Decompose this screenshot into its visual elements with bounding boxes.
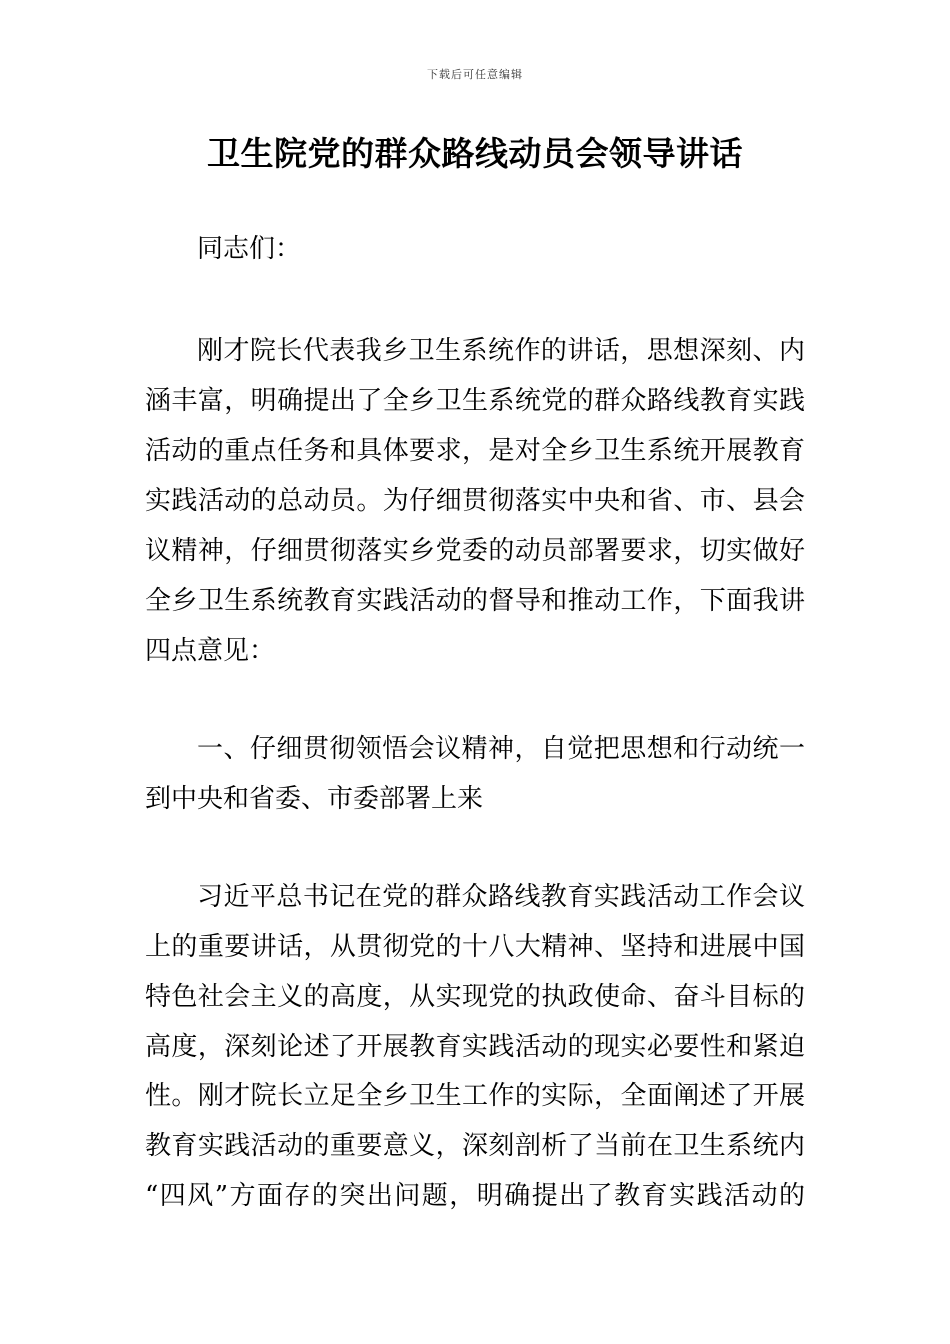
page-header-note: 下载后可任意编辑 — [427, 68, 523, 81]
section-1-heading-line-1: 一、仔细贯彻领悟会议精神，自觉把思想和行动统一 — [197, 734, 805, 764]
paragraph-1-line-4: 实践活动的总动员。为仔细贯彻落实中央和省、市、县会 — [145, 486, 805, 516]
document-title: 卫生院党的群众路线动员会领导讲话 — [207, 134, 743, 173]
paragraph-2-line-5: 性。刚才院长立足全乡卫生工作的实际，全面阐述了开展 — [145, 1081, 805, 1111]
paragraph-2-line-3: 特色社会主义的高度，从实现党的执政使命、奋斗目标的 — [145, 982, 805, 1012]
paragraph-2-line-7: “四风”方面存的突出问题，明确提出了教育实践活动的 — [145, 1181, 805, 1211]
paragraph-1-line-3: 活动的重点任务和具体要求，是对全乡卫生系统开展教育 — [145, 436, 805, 466]
paragraph-1-line-2: 涵丰富，明确提出了全乡卫生系统党的群众路线教育实践 — [145, 386, 805, 416]
paragraph-1-line-7: 四点意见： — [145, 636, 276, 666]
salutation: 同志们： — [197, 234, 302, 264]
paragraph-1-line-6: 全乡卫生系统教育实践活动的督导和推动工作，下面我讲 — [145, 586, 805, 616]
paragraph-1-line-5: 议精神，仔细贯彻落实乡党委的动员部署要求，切实做好 — [145, 536, 805, 566]
section-1-heading-line-2: 到中央和省委、市委部署上来 — [145, 784, 484, 814]
paragraph-2-line-2: 上的重要讲话，从贯彻党的十八大精神、坚持和进展中国 — [145, 932, 805, 962]
paragraph-2-line-6: 教育实践活动的重要意义，深刻剖析了当前在卫生系统内 — [145, 1131, 805, 1161]
paragraph-2-line-4: 高度，深刻论述了开展教育实践活动的现实必要性和紧迫 — [145, 1032, 805, 1062]
paragraph-2-line-1: 习近平总书记在党的群众路线教育实践活动工作会议 — [197, 882, 805, 912]
paragraph-1-line-1: 刚才院长代表我乡卫生系统作的讲话，思想深刻、内 — [197, 336, 805, 366]
